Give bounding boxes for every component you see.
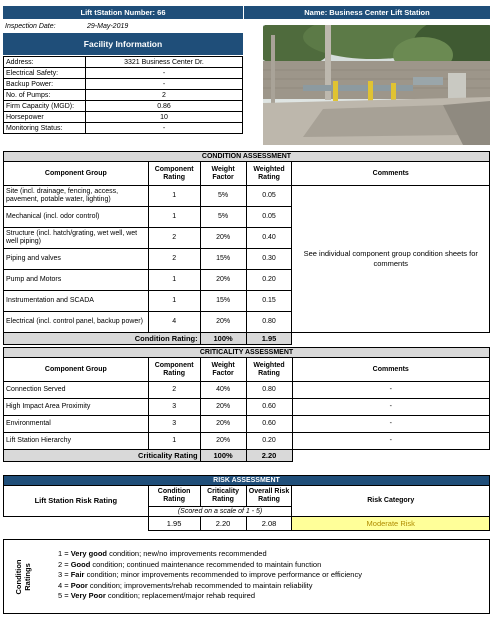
component-rating: 1 bbox=[148, 270, 200, 291]
condition-comment: See individual component group condition sheets for comments bbox=[292, 186, 490, 333]
component-rating: 4 bbox=[148, 312, 200, 333]
column-header: Component Rating bbox=[148, 162, 200, 186]
legend-item-strong: Very good bbox=[70, 549, 107, 558]
column-header: Risk Category bbox=[292, 486, 490, 517]
column-header: Overall Risk Rating bbox=[246, 486, 292, 507]
facility-value: 3321 Business Center Dr. bbox=[86, 57, 243, 68]
table-row bbox=[4, 79, 243, 90]
weighted-rating: 0.60 bbox=[246, 399, 292, 416]
table-row bbox=[4, 112, 243, 123]
column-header: Weighted Rating bbox=[246, 162, 292, 186]
weighted-rating: 0.15 bbox=[246, 291, 292, 312]
weighted-rating: 0.40 bbox=[246, 228, 292, 249]
facility-label: Firm Capacity (MGD): bbox=[4, 101, 86, 112]
legend-items bbox=[42, 540, 362, 613]
table-row bbox=[4, 68, 243, 79]
component-rating: 1 bbox=[148, 186, 200, 207]
criticality-comment: - bbox=[292, 399, 490, 416]
column-header: Criticality Rating bbox=[200, 486, 246, 507]
weight-factor: 15% bbox=[200, 291, 246, 312]
component-group: Lift Station Hierarchy bbox=[4, 433, 149, 450]
risk-criticality-value: 2.20 bbox=[200, 517, 246, 531]
criticality-assessment-table bbox=[3, 347, 490, 462]
risk-category-value: Moderate Risk bbox=[292, 517, 490, 531]
legend-item bbox=[58, 570, 362, 581]
component-group: Structure (incl. hatch/grating, wet well, wet well piping) bbox=[4, 228, 149, 249]
column-header: Component Group bbox=[4, 358, 149, 382]
component-rating: 2 bbox=[148, 382, 200, 399]
table-row bbox=[4, 123, 243, 134]
weight-factor: 20% bbox=[200, 433, 246, 450]
table-row bbox=[4, 90, 243, 101]
component-group: Site (incl. drainage, fencing, access, pavement, potable water, lighting) bbox=[4, 186, 149, 207]
facility-label: Address: bbox=[4, 57, 86, 68]
table-row bbox=[4, 399, 490, 416]
table-header-row bbox=[4, 476, 490, 486]
weighted-rating: 0.20 bbox=[246, 270, 292, 291]
component-rating: 1 bbox=[148, 433, 200, 450]
criticality-comment: - bbox=[292, 416, 490, 433]
legend-item-rest: condition; continued maintenance recommended to maintain function bbox=[90, 559, 322, 569]
column-header: Weighted Rating bbox=[246, 358, 292, 382]
weighted-rating: 0.20 bbox=[246, 433, 292, 450]
weight-factor: 40% bbox=[200, 382, 246, 399]
column-header: Component Rating bbox=[148, 358, 200, 382]
facility-info-table bbox=[3, 56, 243, 134]
facility-value: 10 bbox=[86, 112, 243, 123]
weighted-rating: 0.30 bbox=[246, 249, 292, 270]
table-row bbox=[4, 416, 490, 433]
component-rating: 1 bbox=[148, 291, 200, 312]
header-bar bbox=[3, 6, 490, 19]
criticality-comment: - bbox=[292, 382, 490, 399]
weight-factor: 20% bbox=[200, 416, 246, 433]
component-rating: 3 bbox=[148, 399, 200, 416]
table-header-row bbox=[4, 348, 490, 358]
component-rating: 2 bbox=[148, 249, 200, 270]
facility-value: 0.86 bbox=[86, 101, 243, 112]
weight-factor: 20% bbox=[200, 399, 246, 416]
weighted-rating: 0.80 bbox=[246, 312, 292, 333]
legend-item bbox=[58, 581, 362, 592]
facility-info-title: Facility Information bbox=[3, 33, 243, 55]
table-header-row bbox=[4, 486, 490, 507]
weighted-rating: 0.05 bbox=[246, 207, 292, 228]
legend-item bbox=[58, 549, 362, 560]
table-total-row bbox=[4, 333, 490, 345]
legend-item-rest: condition; minor improvements recommended to improve performance or efficiency bbox=[84, 570, 362, 579]
lift-station-photo bbox=[263, 25, 490, 145]
weight-factor: 20% bbox=[200, 228, 246, 249]
condition-assessment-table bbox=[3, 151, 490, 345]
criticality-rating-label: Criticality Rating bbox=[4, 450, 201, 462]
legend-item-strong: Good bbox=[70, 559, 91, 569]
legend-item-strong: Very Poor bbox=[70, 591, 106, 600]
risk-overall-value: 2.08 bbox=[246, 517, 292, 531]
weight-factor: 5% bbox=[200, 186, 246, 207]
component-group: Environmental bbox=[4, 416, 149, 433]
component-rating: 3 bbox=[148, 416, 200, 433]
table-row bbox=[4, 433, 490, 450]
component-group: Connection Served bbox=[4, 382, 149, 399]
inspection-date-label: Inspection Date: bbox=[5, 23, 56, 30]
legend-item-rest: condition; improvements/rehab recommended to maintain reliability bbox=[87, 580, 313, 590]
condition-rating-label: Condition Rating: bbox=[4, 333, 201, 345]
component-group: Pump and Motors bbox=[4, 270, 149, 291]
table-row bbox=[4, 101, 243, 112]
inspection-date-row bbox=[3, 21, 243, 32]
weighted-rating: 0.60 bbox=[246, 416, 292, 433]
legend-item-rest: condition; new/no improvements recommended bbox=[106, 549, 267, 558]
legend-item bbox=[58, 591, 362, 602]
column-header: Component Group bbox=[4, 162, 149, 186]
legend-item-rest: condition; replacement/major rehab required bbox=[105, 591, 255, 600]
weighted-rating: 0.80 bbox=[246, 382, 292, 399]
legend-item bbox=[58, 560, 362, 571]
legend-item-prefix: 3 = bbox=[58, 570, 71, 579]
condition-rating-value: 1.95 bbox=[246, 333, 292, 345]
facility-value: - bbox=[86, 68, 243, 79]
table-total-row bbox=[4, 450, 490, 462]
component-rating: 2 bbox=[148, 228, 200, 249]
facility-label: Electrical Safety: bbox=[4, 68, 86, 79]
lift-station-photo-image bbox=[263, 25, 490, 145]
facility-label: Horsepower bbox=[4, 112, 86, 123]
table-row bbox=[4, 382, 490, 399]
weight-factor: 20% bbox=[200, 270, 246, 291]
condition-assessment-title: CONDITION ASSESSMENT bbox=[4, 152, 490, 162]
component-group: Piping and valves bbox=[4, 249, 149, 270]
legend-item-prefix: 4 = bbox=[58, 580, 71, 590]
inspection-date-value: 29-May-2019 bbox=[87, 23, 129, 30]
facility-label: Monitoring Status: bbox=[4, 123, 86, 134]
table-row bbox=[4, 186, 490, 207]
criticality-assessment-title: CRITICALITY ASSESSMENT bbox=[4, 348, 490, 358]
condition-total-weight: 100% bbox=[200, 333, 246, 345]
component-group: High Impact Area Proximity bbox=[4, 399, 149, 416]
component-group: Instrumentation and SCADA bbox=[4, 291, 149, 312]
table-header-row bbox=[4, 358, 490, 382]
weighted-rating: 0.05 bbox=[246, 186, 292, 207]
table-row bbox=[4, 57, 243, 68]
component-rating: 1 bbox=[148, 207, 200, 228]
risk-assessment-title: RISK ASSESSMENT bbox=[4, 476, 490, 486]
component-group: Mechanical (incl. odor control) bbox=[4, 207, 149, 228]
weight-factor: 5% bbox=[200, 207, 246, 228]
criticality-comment: - bbox=[292, 433, 490, 450]
legend-label-cell bbox=[4, 540, 42, 613]
facility-value: - bbox=[86, 123, 243, 134]
table-header-row bbox=[4, 162, 490, 186]
risk-rating-label: Lift Station Risk Rating bbox=[4, 486, 149, 517]
weight-factor: 20% bbox=[200, 312, 246, 333]
column-header: Condition Rating bbox=[148, 486, 200, 507]
legend-item-prefix: 1 = bbox=[58, 549, 71, 558]
facility-label: Backup Power: bbox=[4, 79, 86, 90]
column-header: Weight Factor bbox=[200, 162, 246, 186]
facility-label: No. of Pumps: bbox=[4, 90, 86, 101]
criticality-total-weight: 100% bbox=[200, 450, 246, 462]
legend-item-strong: Fair bbox=[70, 570, 85, 579]
legend-item-prefix: 2 = bbox=[58, 559, 71, 569]
facility-value: 2 bbox=[86, 90, 243, 101]
facility-value: - bbox=[86, 79, 243, 90]
column-header: Comments bbox=[292, 162, 490, 186]
condition-ratings-legend bbox=[3, 539, 490, 614]
table-header-row bbox=[4, 152, 490, 162]
risk-assessment-table bbox=[3, 475, 490, 531]
legend-label: Condition Ratings bbox=[14, 559, 32, 594]
weight-factor: 15% bbox=[200, 249, 246, 270]
risk-condition-value: 1.95 bbox=[148, 517, 200, 531]
column-header: Weight Factor bbox=[200, 358, 246, 382]
station-name: Name: Business Center Lift Station bbox=[243, 6, 490, 19]
component-group: Electrical (incl. control panel, backup power) bbox=[4, 312, 149, 333]
legend-item-prefix: 5 = bbox=[58, 591, 71, 600]
risk-scale-note: (Scored on a scale of 1 - 5) bbox=[148, 507, 292, 517]
station-number: Lift tStation Number: 66 bbox=[3, 6, 243, 19]
column-header: Comments bbox=[292, 358, 490, 382]
table-row bbox=[4, 517, 490, 531]
legend-item-strong: Poor bbox=[70, 580, 88, 590]
criticality-rating-value: 2.20 bbox=[246, 450, 292, 462]
